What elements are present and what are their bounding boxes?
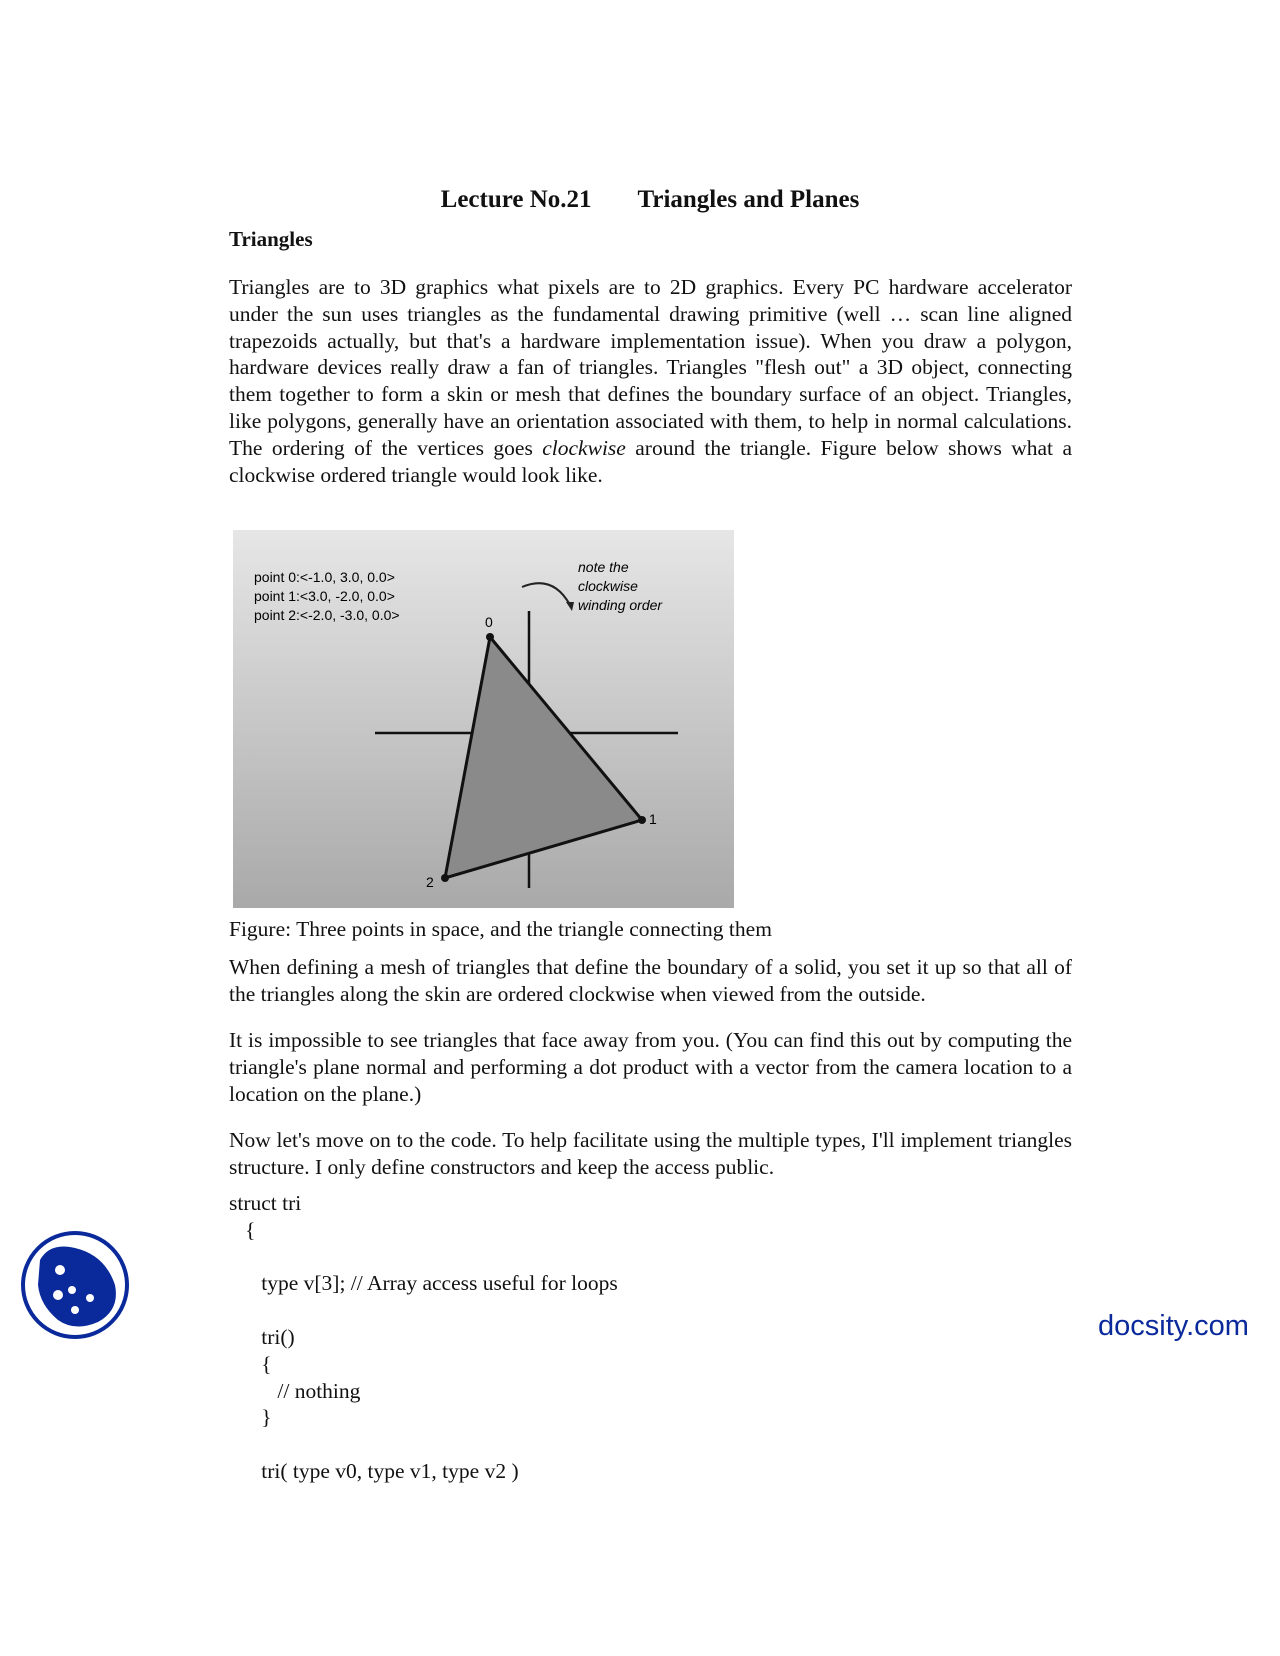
code-line: { [229,1351,272,1376]
code-line [229,1297,618,1324]
code-line [229,1244,618,1271]
paragraph: It is impossible to see triangles that face away from you. (You can find this out by computing the triangle's plane normal and performing a dot product with a vector from the camera location to a location on the plane.) [229,1028,1072,1106]
paragraph: Now let's move on to the code. To help facilitate using the multiple types, I'll implement triangles structure. I only define constructors and keep the access public. [229,1128,1072,1179]
code-line: // nothing [229,1378,361,1403]
code-block [229,1190,618,1485]
triangle-figure [233,530,734,908]
vertex-label: 2 [426,874,434,890]
point-1-label: point 1:<3.0, -2.0, 0.0> [254,588,395,604]
code-line: struct tri [229,1191,302,1215]
vertex-label: 1 [649,811,657,827]
docsity-logo-graphic [20,1230,130,1340]
code-line: tri() [229,1324,295,1349]
arrowhead-icon [566,602,574,611]
code-line: { [229,1217,256,1242]
section-heading: Triangles [229,227,313,251]
note-line: winding order [578,597,663,613]
code-line: } [229,1405,272,1430]
note-line: note the [578,559,629,575]
code-line: tri( type v0, type v1, type v2 ) [229,1458,519,1483]
vertex-0-dot [486,633,494,641]
lecture-number: Lecture No.21 [440,186,592,213]
triangle [445,637,642,878]
emphasis: clockwise [542,435,626,460]
point-0-label: point 0:<-1.0, 3.0, 0.0> [254,569,395,585]
vertex-2-dot [441,874,449,882]
paragraph: When defining a mesh of triangles that define the boundary of a solid, you set it up so that all of the triangles along the skin are ordered clockwise when viewed from the outside. [229,955,1072,1006]
point-2-label: point 2:<-2.0, -3.0, 0.0> [254,607,400,623]
triangle-diagram [233,530,734,908]
paragraph-intro [229,274,1072,488]
arrow-icon [522,583,570,605]
code-line [229,1431,618,1458]
text: Triangles are to 3D graphics what pixels are to 2D graphics. Every PC hardware accelerator under the sun uses triangles as the fundamental drawing primitive (well … scan line aligned trapezoids actually, but that's a hardware implementation issue). When you draw a polygon, hardware devices really draw a fan of triangles. Triangles "flesh out" a 3D object, connecting them together to form a skin or mesh that defines the boundary surface of an object. Triangles, like polygons, generally have an orientation associated with them, to help in normal calculations. The ordering of the vertices goes [229,275,1072,460]
code-line: type v[3]; // Array access useful for loops [229,1271,618,1296]
page-title [0,186,1280,214]
figure-caption: Figure: Three points in space, and the triangle connecting them [229,917,772,941]
text: around the triangle. Figure below shows what a clockwise ordered triangle would look like. [229,435,1073,487]
note-line: clockwise [578,578,638,594]
vertex-1-dot [638,816,646,824]
lecture-title: Triangles and Planes [637,186,860,213]
docsity-logo-icon [20,1230,130,1340]
vertex-label: 0 [485,614,493,630]
docsity-link[interactable]: docsity.com [1098,1310,1249,1342]
